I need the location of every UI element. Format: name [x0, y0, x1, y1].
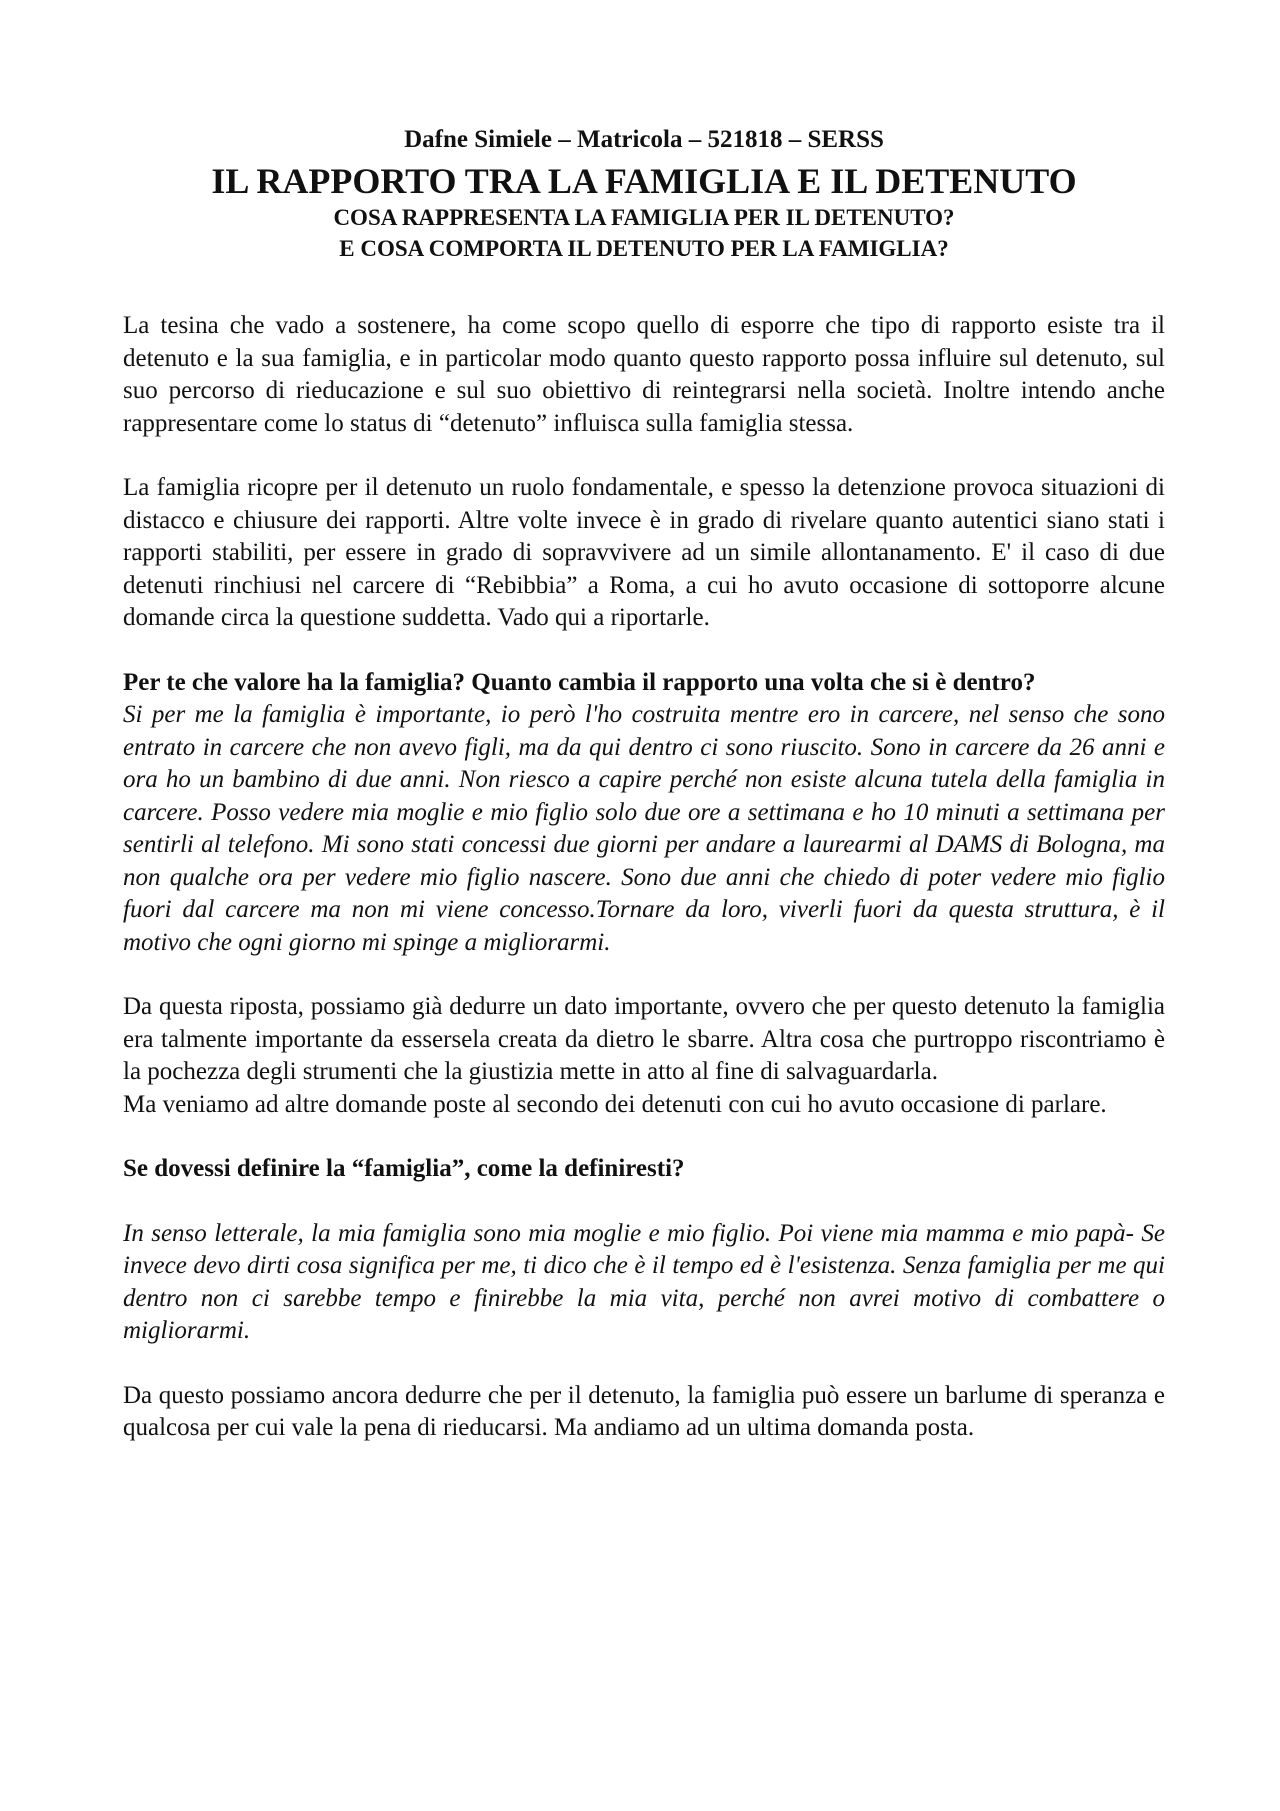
answer-2: In senso letterale, la mia famiglia sono mia moglie e mio figlio. Poi viene mia mamma e mio papà- Se invece devo dirti cosa significa per me, ti dico che è il tempo ed è l'esistenza. Senza famiglia per me qui dentro non ci sarebbe tempo e finirebbe la mia vita, perché non avrei motivo di combattere o migliorarmi.: [123, 1219, 1165, 1344]
document-header: [123, 120, 1165, 264]
context-paragraph: La famiglia ricopre per il detenuto un ruolo fondamentale, e spesso la detenzione provoca situazioni di distacco e chiusure dei rapporti. Altre volte invece è in grado di rivelare quanto autentici siano stati i rapporti stabiliti, per essere in grado di sopravvivere ad un simile allontanamento. E' il caso di due detenuti rinchiusi nel carcere di “Rebibbia” a Roma, a cui ho avuto occasione di sottoporre alcune domande circa la questione suddetta. Vado qui a riportarle.: [123, 474, 1165, 631]
intro-paragraph: La tesina che vado a sostenere, ha come scopo quello di esporre che tipo di rapporto esiste tra il detenuto e la sua famiglia, e in particolar modo quanto questo rapporto possa influire sul detenuto, sul suo percorso di rieducazione e sul suo obiettivo di reintegrarsi nella società. Inoltre intendo anche rappresentare come lo status di “detenuto” influisca sulla famiglia stessa.: [123, 312, 1165, 437]
comment-1a-paragraph: Da questa riposta, possiamo già dedurre un dato importante, ovvero che per questo detenuto la famiglia era talmente importante da essersela creata da dietro le sbarre. Altra cosa che purtroppo riscontriamo è la pochezza degli strumenti che la giustizia mette in atto al fine di salvaguardarla.: [123, 993, 1165, 1085]
subtitle-2: E COSA COMPORTA IL DETENUTO PER LA FAMIGLIA?: [339, 236, 949, 261]
question-2: Se dovessi definire la “famiglia”, come la definiresti?: [123, 1155, 685, 1182]
document-title: IL RAPPORTO TRA LA FAMIGLIA E IL DETENUTO: [211, 161, 1077, 201]
comment-1b-paragraph: Ma veniamo ad altre domande poste al secondo dei detenuti con cui ho avuto occasione di parlare.: [123, 1090, 1107, 1118]
comment-2-paragraph: Da questo possiamo ancora dedurre che per il detenuto, la famiglia può essere un barlume di speranza e qualcosa per cui vale la pena di rieducarsi. Ma andiamo ad un ultima domanda posta.: [123, 1381, 1165, 1441]
question-1: Per te che valore ha la famiglia? Quanto cambia il rapporto una volta che si è dentro?: [123, 668, 1036, 696]
subtitle-1: COSA RAPPRESENTA LA FAMIGLIA PER IL DETENUTO?: [333, 205, 955, 230]
answer-1: Si per me la famiglia è importante, io però l'ho costruita mentre ero in carcere, nel senso che sono entrato in carcere che non avevo figli, ma da qui dentro ci sono riuscito. Sono in carcere da 26 anni e ora ho un bambino di due anni. Non riesco a capire perché non esiste alcuna tutela della famiglia in carcere. Posso vedere mia moglie e mio figlio solo due ore a settimana e ho 10 minuti a settimana per sentirli al telefono. Mi sono stati concessi due giorni per andare a laurearmi al DAMS di Bologna, ma non qualche ora per vedere mio figlio nascere. Sono due anni che chiedo di poter vedere mio figlio fuori dal carcere ma non mi viene concesso.Tornare da loro, viverli fuori da questa struttura, è il motivo che ogni giorno mi spinge a migliorarmi.: [123, 701, 1165, 956]
author-line: Dafne Simiele – Matricola – 521818 – SERSS: [404, 126, 884, 153]
document-page: [123, 120, 1165, 1445]
